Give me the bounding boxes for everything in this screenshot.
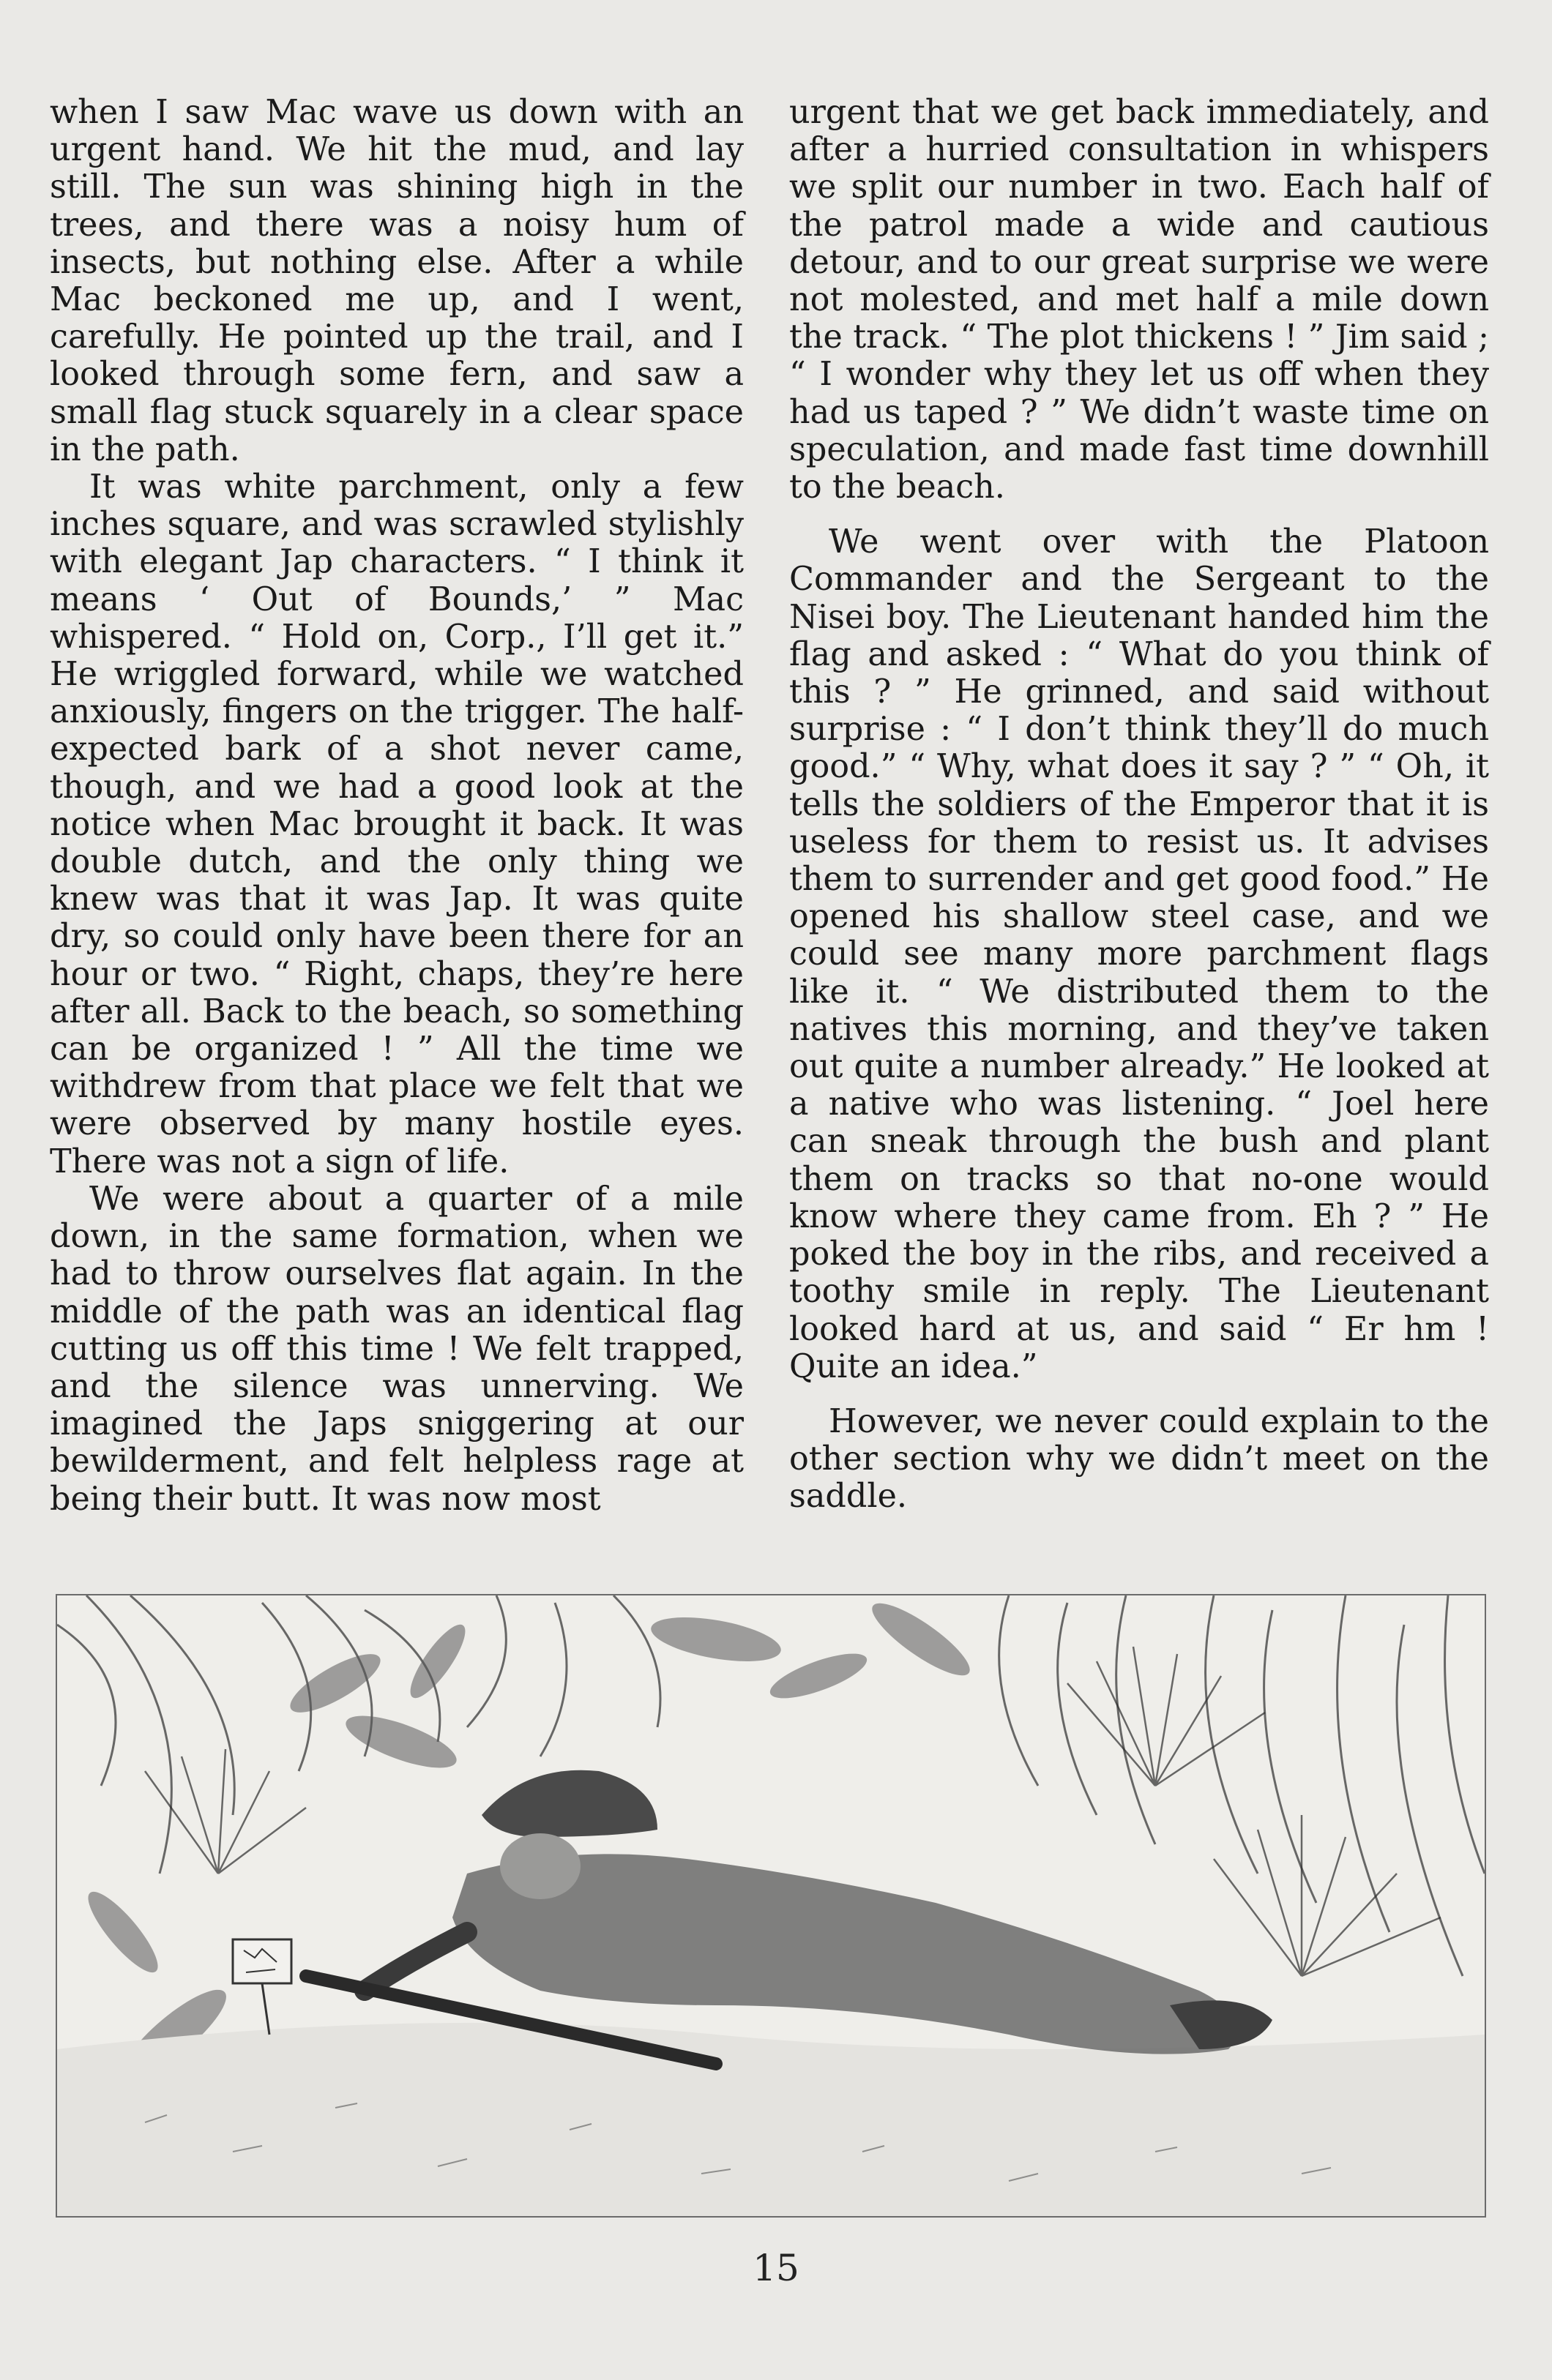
paragraph: We were about a quarter of a mile down, in the same formation, when we had to throw ourselves flat again. In the middle of the path was an identical flag cutting us off this time ! We felt trapped, and the silence was unnerving. We imagined the Japs sniggering at our bewilderment, and felt helpless rage at being their butt. It was now most xyxy=(50,1180,744,1518)
page-number: 15 xyxy=(753,2247,799,2289)
paragraph: when I saw Mac wave us down with an urgent hand. We hit the mud, and lay still. The sun was shining high in the trees, and there was a noisy hum of insects, but nothing else. After a while Mac beckoned me up, and I went, carefully. He pointed up the trail, and I looked through some fern, and saw a small flag stuck squarely in a clear space in the path. xyxy=(50,94,744,468)
paragraph: We went over with the Platoon Commander and the Sergeant to the Nisei boy. The Lieutenant handed him the flag and asked : “ What do you think of this ? ” He grinned, and said without surprise : “ I don’t think they’ll do much good.” “ Why, what does it say ? ” “ Oh, it tells the soldiers of the Emperor that it is useless for them to resist us. It advises them to surrender and get good food.” He opened his shallow steel case, and we could see many more parchment flags like it. “ We distributed them to the natives this morning, and they’ve taken out quite a number already.” He looked at a native who was listening. “ Joel here can sneak through the bush and plant them on tracks so that no-one would know where they came from. Eh ? ” He poked the boy in the ribs, and received a toothy smile in reply. The Lieutenant looked hard at us, and said “ Er hm ! Quite an idea.” xyxy=(789,523,1489,1385)
paragraph: It was white parchment, only a few inches square, and was scrawled stylishly with elegant Jap characters. “ I think it means ‘ Out of Bounds,’ ” Mac whispered. “ Hold on, Corp., I’ll get it.” He wriggled forward, while we watched anxiously, fingers on the trigger. The half-expected bark of a shot never came, though, and we had a good look at the notice when Mac brought it back. It was double dutch, and the only thing we knew was that it was Jap. It was quite dry, so could only have been there for an hour or two. “ Right, chaps, they’re here after all. Back to the beach, so something can be organized ! ” All the time we withdrew from that place we felt that we were observed by many hostile eyes. There was not a sign of life. xyxy=(50,468,744,1180)
left-text-column xyxy=(50,94,744,1518)
right-text-column xyxy=(789,94,1489,1516)
paragraph: urgent that we get back immediately, and after a hurried consultation in whispers we split our number in two. Each half of the patrol made a wide and cautious detour, and to our great surprise we were not molested, and met half a mile down the track. “ The plot thickens ! ” Jim said ; “ I wonder why they let us off when they had us taped ? ” We didn’t waste time on speculation, and made fast time downhill to the beach. xyxy=(789,94,1489,506)
paragraph: However, we never could explain to the other section why we didn’t meet on the saddle. xyxy=(789,1402,1489,1516)
soldier-crawling-jungle-illustration-icon xyxy=(56,1594,1486,2218)
illustration-drawing xyxy=(57,1595,1485,2216)
